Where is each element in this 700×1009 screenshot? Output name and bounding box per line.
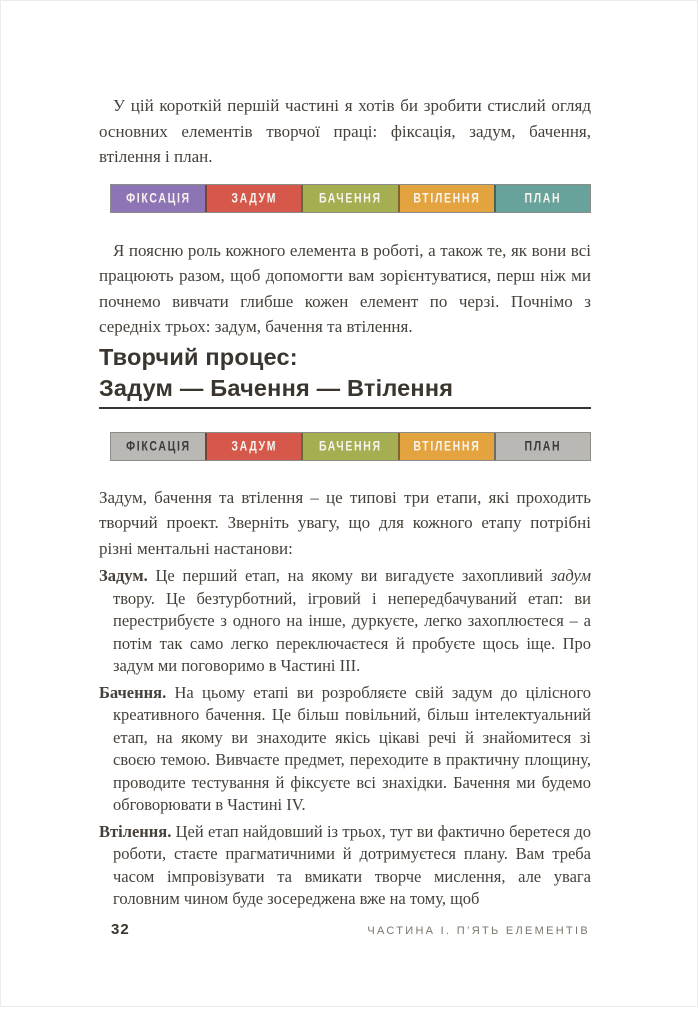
- overview-paragraph: [99, 238, 591, 340]
- stages-bar-middle-highlighted: [110, 432, 591, 461]
- section-heading: [99, 342, 591, 404]
- stage-segment-bachennia: [301, 433, 397, 460]
- stage-segment-label: ВТІЛЕННЯ: [413, 190, 481, 206]
- italic-term: задум: [550, 566, 591, 585]
- text-run: Задум, бачення та втілення – це типові три етапи, які проходить творчий проект. Зверніть увагу, що для кожного етапу потрібні різні ментальні настанови:: [99, 487, 591, 558]
- text-run: Це перший етап, на якому ви вигадуєте захопливий: [147, 566, 551, 585]
- page-number: 32: [111, 921, 130, 938]
- text-run: твору. Це безтурботний, ігровий і непередбачуваний етап: ви перестрибуєте з одного на інше, дуркуєте, легко захоплюєтеся – а потім так само легко переключаєтеся й пробуєте щось іще. Про задум ми поговоримо в Частині III.: [113, 588, 591, 675]
- stage-segment-vtilennia: [398, 433, 494, 460]
- stage-segment-bachennia: [301, 185, 397, 212]
- stage-paragraph-vtilennia: [99, 821, 591, 911]
- stages-intro-paragraph: [99, 485, 591, 562]
- stage-label-bold: Втілення.: [99, 821, 172, 841]
- page-footer: [111, 921, 590, 938]
- stage-paragraph-zadum: [99, 565, 591, 678]
- text-run: Я поясню роль кожного елемента в роботі, а також те, як вони всі працюють разом, щоб допомогти вам зорієнтуватися, перш ніж ми почнемо вивчати глибше кожен елемент по черзі. Почнімо з середніх трьох: задум, бачення та втілення.: [99, 240, 591, 336]
- stage-segment-label: ПЛАН: [524, 190, 562, 206]
- text-run: У цій короткій першій частині я хотів би зробити стислий огляд основних елементів творчої праці: фіксація, задум, бачення, втілення і план.: [99, 96, 591, 166]
- section-heading-line1: Творчий процес:: [99, 343, 298, 370]
- stage-segment-label: ФІКСАЦІЯ: [125, 190, 191, 206]
- stage-segment-vtilennia: [398, 185, 494, 212]
- stage-segment-fiksatsiia: [111, 433, 205, 460]
- stage-label-bold: Задум.: [99, 566, 148, 585]
- running-title: ЧАСТИНА І. П’ЯТЬ ЕЛЕМЕНТІВ: [367, 925, 590, 937]
- page-content: [99, 1, 591, 911]
- section-heading-line2: Задум — Бачення — Втілення: [99, 374, 454, 401]
- stage-segment-label: ВТІЛЕННЯ: [413, 438, 481, 454]
- stage-segment-label: ЗАДУМ: [231, 438, 278, 454]
- stage-segment-plan: [494, 185, 590, 212]
- stage-segment-label: БАЧЕННЯ: [319, 190, 382, 206]
- intro-paragraph: [99, 93, 591, 170]
- text-run: На цьому етапі ви розробляєте свій задум до цілісного креативного бачення. Це більш повільний, більш інтелектуальний етап, на якому ви знаходите якісь цікаві речі й знайомитеся зі своєю темою. Вивчаєте предмет, переходите в практичну площину, проводите тестування й фіксуєте всі знахідки. Бачення ми будемо обговорювати в Частині IV.: [113, 682, 591, 814]
- stage-segment-label: ФІКСАЦІЯ: [125, 438, 191, 454]
- stages-bar-all-colored: [110, 184, 591, 213]
- stage-segment-zadum: [205, 185, 301, 212]
- text-run: Цей етап найдовший із трьох, тут ви фактично беретеся до роботи, стаєте прагматичними й дотримуєтеся плану. Вам треба часом імпровізувати та вмикати творче мислення, але увага головним чином буде зосереджена вже на тому, щоб: [113, 821, 591, 908]
- stage-paragraph-bachennia: [99, 682, 591, 817]
- stage-label-bold: Бачення.: [99, 682, 167, 702]
- stage-segment-plan: [494, 433, 590, 460]
- heading-underline: [99, 407, 591, 409]
- stage-segment-label: БАЧЕННЯ: [319, 438, 382, 454]
- stage-segment-zadum: [205, 433, 301, 460]
- stage-segment-label: ПЛАН: [524, 438, 562, 454]
- stage-segment-label: ЗАДУМ: [231, 190, 278, 206]
- stage-segment-fiksatsiia: [111, 185, 205, 212]
